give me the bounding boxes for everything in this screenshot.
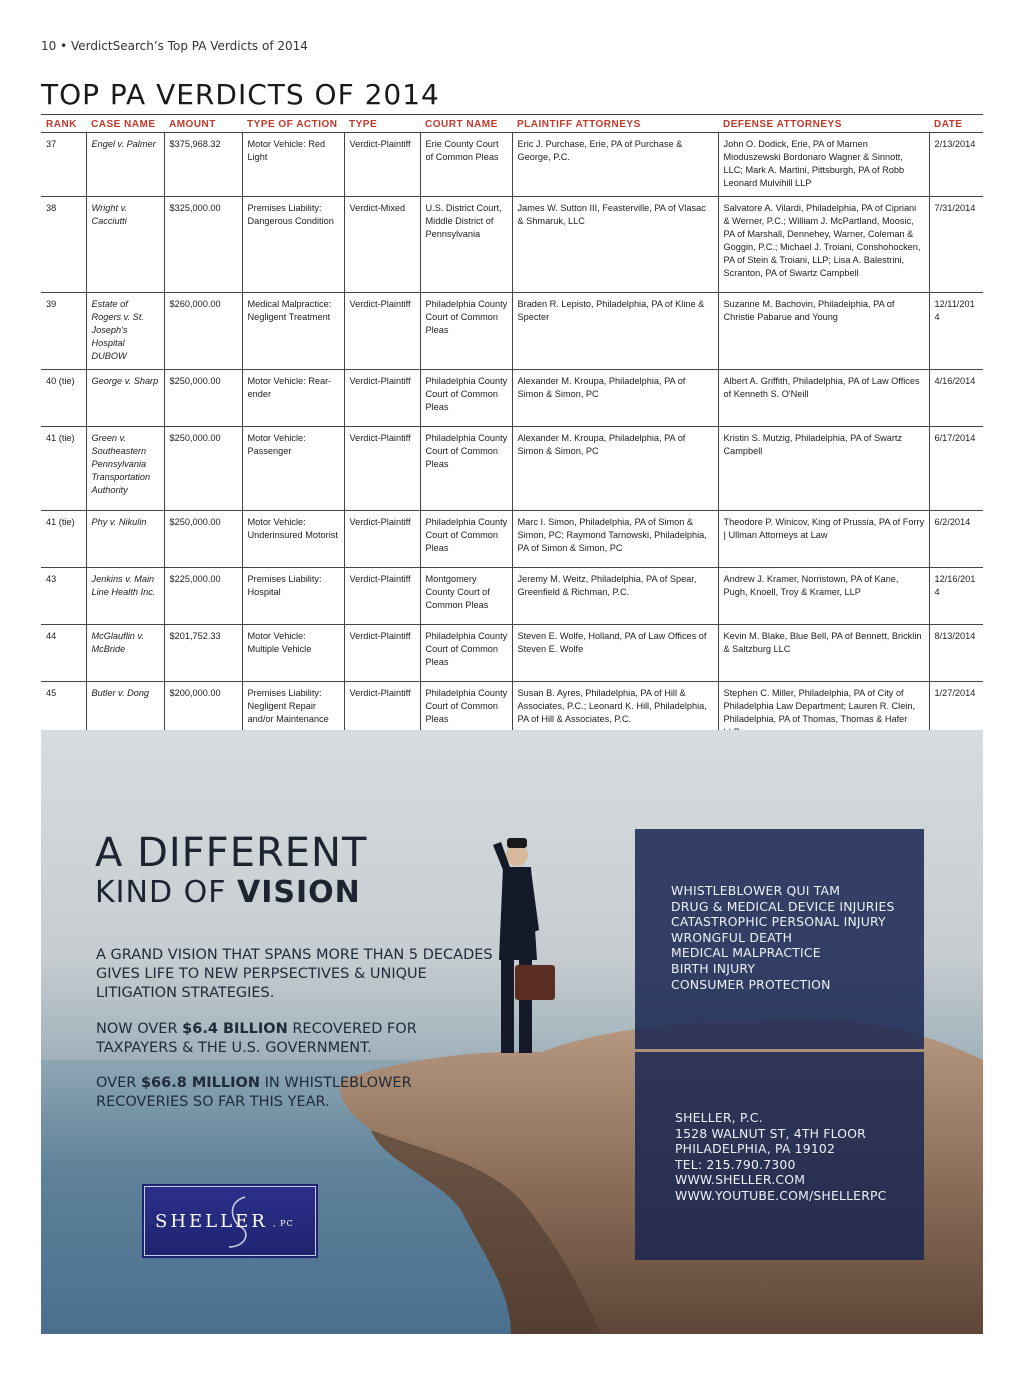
cell-plaintiff-attorneys: Steven E. Wolfe, Holland, PA of Law Offices of Steven E. Wolfe	[512, 625, 718, 682]
cell-court-name: Philadelphia County Court of Common Pleas	[420, 511, 512, 568]
cell-court-name: U.S. District Court, Middle District of Pennsylvania	[420, 197, 512, 293]
table-row	[41, 370, 983, 427]
ad-paragraph-vision: A GRAND VISION THAT SPANS MORE THAN 5 DECADES GIVES LIFE TO NEW PERPSECTIVES & UNIQUE LITIGATION STRATEGIES.	[96, 947, 493, 1001]
logo-text: SHELLER	[155, 1211, 268, 1232]
cell-date: 7/31/2014	[929, 197, 983, 293]
cell-date: 12/11/2014	[929, 293, 983, 370]
header-date: DATE	[929, 115, 983, 133]
header-court-name: COURT NAME	[420, 115, 512, 133]
cell-date: 6/17/2014	[929, 427, 983, 511]
header-rank: RANK	[41, 115, 86, 133]
practice-area-item: WRONGFUL DEATH	[671, 929, 793, 945]
ad-paragraph-recovered	[96, 1020, 496, 1058]
cell-defense-attorneys: Albert A. Griffith, Philadelphia, PA of Law Offices of Kenneth S. O'Neill	[718, 370, 929, 427]
cell-date: 6/2/2014	[929, 511, 983, 568]
cell-rank: 43	[41, 568, 86, 625]
cell-case-name: Engel v. Palmer	[86, 133, 164, 197]
cell-case-name: McGlauflin v. McBride	[86, 625, 164, 682]
p3-bold: $66.8 MILLION	[140, 1075, 261, 1091]
cell-amount: $250,000.00	[164, 511, 242, 568]
cell-rank: 38	[41, 197, 86, 293]
cell-defense-attorneys: Stephen C. Miller, Philadelphia, PA of City of Philadelphia Law Department; Lauren R. Clein, Philadelphia, PA of Thomas, Thomas & Hafer	[718, 682, 929, 746]
cell-case-name: Wright v. Cacciutti	[86, 197, 164, 293]
header-type-of-action: TYPE OF ACTION	[242, 115, 344, 133]
cell-case-name: George v. Sharp	[86, 370, 164, 427]
cell-defense-attorneys: Andrew J. Kramer, Norristown, PA of Kane, Pugh, Knoell, Troy & Kramer, LLP	[718, 568, 929, 625]
cell-case-name: Estate of Rogers v. St. Joseph's Hospital DUBOW	[86, 293, 164, 370]
cell-type: Verdict-Plaintiff	[344, 133, 420, 197]
cell-plaintiff-attorneys: Jeremy M. Weitz, Philadelphia, PA of Spear, Greenfield & Richman, P.C.	[512, 568, 718, 625]
cell-rank: 41 (tie)	[41, 427, 86, 511]
sheller-logo	[144, 1186, 316, 1256]
table-row	[41, 625, 983, 682]
cell-court-name: Philadelphia County Court of Common Pleas	[420, 293, 512, 370]
contact-firm-name: SHELLER, P.C.	[675, 1110, 763, 1125]
cell-rank: 37	[41, 133, 86, 197]
table-row	[41, 427, 983, 511]
ad-headline-plain: KIND OF	[95, 875, 238, 910]
cell-type: Verdict-Plaintiff	[344, 568, 420, 625]
p3-post: IN WHISTLEBLOWER RECOVERIES SO FAR THIS YEAR.	[96, 1075, 412, 1110]
p2-bold: $6.4 BILLION	[182, 1021, 288, 1037]
table-header-row	[41, 115, 983, 133]
cell-type-of-action: Premises Liability: Dangerous Condition	[242, 197, 344, 293]
p3-pre: OVER	[96, 1075, 141, 1091]
cell-type-of-action: Medical Malpractice: Negligent Treatment	[242, 293, 344, 370]
ad-headline-line1: A DIFFERENT	[95, 830, 368, 876]
cell-type-of-action: Motor Vehicle: Underinsured Motorist	[242, 511, 344, 568]
man-with-binoculars	[493, 838, 555, 1053]
cell-amount: $325,000.00	[164, 197, 242, 293]
cell-date: 2/13/2014	[929, 133, 983, 197]
table-row	[41, 568, 983, 625]
cell-type: Verdict-Plaintiff	[344, 511, 420, 568]
practice-area-item: DRUG & MEDICAL DEVICE INJURIES	[671, 898, 895, 914]
cell-case-name: Butler v. Dong	[86, 682, 164, 746]
cell-court-name: Philadelphia County Court of Common Pleas	[420, 625, 512, 682]
cell-defense-attorneys: Kevin M. Blake, Blue Bell, PA of Bennett, Bricklin & Saltzburg LLC	[718, 625, 929, 682]
cell-type-of-action: Motor Vehicle: Passenger	[242, 427, 344, 511]
header-case-name: CASE NAME	[86, 115, 164, 133]
cell-rank: 44	[41, 625, 86, 682]
contact-street: 1528 WALNUT ST, 4TH FLOOR	[675, 1125, 866, 1141]
cell-amount: $260,000.00	[164, 293, 242, 370]
cell-amount: $375,968.32	[164, 133, 242, 197]
cell-date: 4/16/2014	[929, 370, 983, 427]
header-defense-attorneys: DEFENSE ATTORNEYS	[718, 115, 929, 133]
cell-defense-attorneys: Theodore P. Winicov, King of Prussia, PA of Forry | Ullman Attorneys at Law	[718, 511, 929, 568]
cell-case-name: Phy v. Nikulin	[86, 511, 164, 568]
cell-plaintiff-attorneys: James W. Sutton III, Feasterville, PA of Vlasac & Shmaruk, LLC	[512, 197, 718, 293]
cell-plaintiff-attorneys: Marc I. Simon, Philadelphia, PA of Simon & Simon, PC; Raymond Tarnowski, Philadelphia, PA of Simon & Simon, PC	[512, 511, 718, 568]
cell-type-of-action: Motor Vehicle: Red Light	[242, 133, 344, 197]
table-row	[41, 197, 983, 293]
running-head: 10 • VerdictSearch’s Top PA Verdicts of 2014	[41, 39, 308, 53]
p2-post: RECOVERED FOR TAXPAYERS & THE U.S. GOVERNMENT.	[96, 1021, 417, 1056]
cell-type: Verdict-Plaintiff	[344, 370, 420, 427]
header-plaintiff-attorneys: PLAINTIFF ATTORNEYS	[512, 115, 718, 133]
cell-type-of-action: Premises Liability: Hospital	[242, 568, 344, 625]
cell-rank: 39	[41, 293, 86, 370]
contact-website-link[interactable]: WWW.SHELLER.COM	[675, 1172, 806, 1188]
cell-plaintiff-attorneys: Susan B. Ayres, Philadelphia, PA of Hill & Associates, P.C.; Leonard K. Hill, Philadelphia, PA of Hill & Associates, P.C.	[512, 682, 718, 746]
practice-area-item: CATASTROPHIC PERSONAL INJURY	[671, 914, 886, 930]
header-amount: AMOUNT	[164, 115, 242, 133]
table-row	[41, 133, 983, 197]
contact-panel	[635, 1052, 924, 1260]
cell-rank: 41 (tie)	[41, 511, 86, 568]
page-title: TOP PA VERDICTS OF 2014	[41, 78, 440, 111]
cell-amount: $250,000.00	[164, 427, 242, 511]
ad-headline-line2	[95, 875, 361, 910]
ad-paragraph-whistleblower	[96, 1074, 496, 1112]
table-row	[41, 511, 983, 568]
cell-date: 12/16/2014	[929, 568, 983, 625]
cell-defense-attorneys: Suzanne M. Bachovin, Philadelphia, PA of Christie Pabarue and Young	[718, 293, 929, 370]
cell-court-name: Philadelphia County Court of Common Pleas	[420, 427, 512, 511]
cell-amount: $201,752.33	[164, 625, 242, 682]
cell-court-name: Montgomery County Court of Common Pleas	[420, 568, 512, 625]
cell-case-name: Jenkins v. Main Line Health Inc.	[86, 568, 164, 625]
cell-type: Verdict-Plaintiff	[344, 427, 420, 511]
cell-type-of-action: Motor Vehicle: Rear-ender	[242, 370, 344, 427]
cell-type: Verdict-Plaintiff	[344, 625, 420, 682]
cell-rank: 45	[41, 682, 86, 746]
cell-amount: $250,000.00	[164, 370, 242, 427]
cell-type-of-action: Motor Vehicle: Multiple Vehicle	[242, 625, 344, 682]
cell-court-name: Philadelphia County Court of Common Pleas	[420, 682, 512, 746]
cell-defense-attorneys: Kristin S. Mutzig, Philadelphia, PA of Swartz Campbell	[718, 427, 929, 511]
header-type: TYPE	[344, 115, 420, 133]
logo-suffix: , PC	[273, 1219, 294, 1228]
cell-case-name: Green v. Southeastern Pennsylvania Transportation Authority	[86, 427, 164, 511]
cell-plaintiff-attorneys: Alexander M. Kroupa, Philadelphia, PA of Simon & Simon, PC	[512, 370, 718, 427]
cell-defense-attorneys: John O. Dodick, Erie, PA of Marnen Mioduszewski Bordonaro Wagner & Sinnott, LLC; Mark A. Martini, Pittsburgh, PA of Robb Leonard Mulvihill LLP	[718, 133, 929, 197]
cell-date: 8/13/2014	[929, 625, 983, 682]
cell-court-name: Philadelphia County Court of Common Pleas	[420, 370, 512, 427]
cell-plaintiff-attorneys: Eric J. Purchase, Erie, PA of Purchase & George, P.C.	[512, 133, 718, 197]
practice-area-item: MEDICAL MALPRACTICE	[671, 945, 821, 961]
sheller-advertisement	[41, 730, 983, 1334]
cell-court-name: Erie County Court of Common Pleas	[420, 133, 512, 197]
cell-plaintiff-attorneys: Braden R. Lepisto, Philadelphia, PA of Kline & Specter	[512, 293, 718, 370]
contact-phone: TEL: 215.790.7300	[675, 1156, 796, 1172]
cell-defense-attorneys: Salvatore A. Vilardi, Philadelphia, PA of Cipriani & Werner, P.C.; William J. McPartland, Moosic, PA of Marshall, Dennehey, Warner, Coleman & Goggin, P.C.; Michael J. Troiani, Conshohocken, PA of Stein & Troiani, LLP; Lisa A. Balestrini, Scranton, PA of Swartz Campbell	[718, 197, 929, 293]
cell-type-of-action: Premises Liability: Negligent Repair and/or Maintenance	[242, 682, 344, 746]
cell-amount: $225,000.00	[164, 568, 242, 625]
practice-areas-panel	[635, 829, 924, 1049]
cell-rank: 40 (tie)	[41, 370, 86, 427]
practice-area-item: WHISTLEBLOWER QUI TAM	[671, 883, 841, 898]
cell-date: 1/27/2014	[929, 682, 983, 746]
cell-type: Verdict-Plaintiff	[344, 293, 420, 370]
verdicts-table	[41, 114, 983, 746]
contact-city: PHILADELPHIA, PA 19102	[675, 1141, 836, 1157]
p2-pre: NOW OVER	[96, 1021, 183, 1037]
table-row	[41, 293, 983, 370]
cell-type: Verdict-Plaintiff	[344, 682, 420, 746]
cell-type: Verdict-Mixed	[344, 197, 420, 293]
practice-area-item: CONSUMER PROTECTION	[671, 976, 831, 992]
contact-youtube-link[interactable]: WWW.YOUTUBE.COM/SHELLERPC	[675, 1187, 887, 1203]
cell-plaintiff-attorneys: Alexander M. Kroupa, Philadelphia, PA of Simon & Simon, PC	[512, 427, 718, 511]
cell-amount: $200,000.00	[164, 682, 242, 746]
practice-area-item: BIRTH INJURY	[671, 960, 756, 976]
ad-headline-bold: VISION	[237, 875, 361, 910]
